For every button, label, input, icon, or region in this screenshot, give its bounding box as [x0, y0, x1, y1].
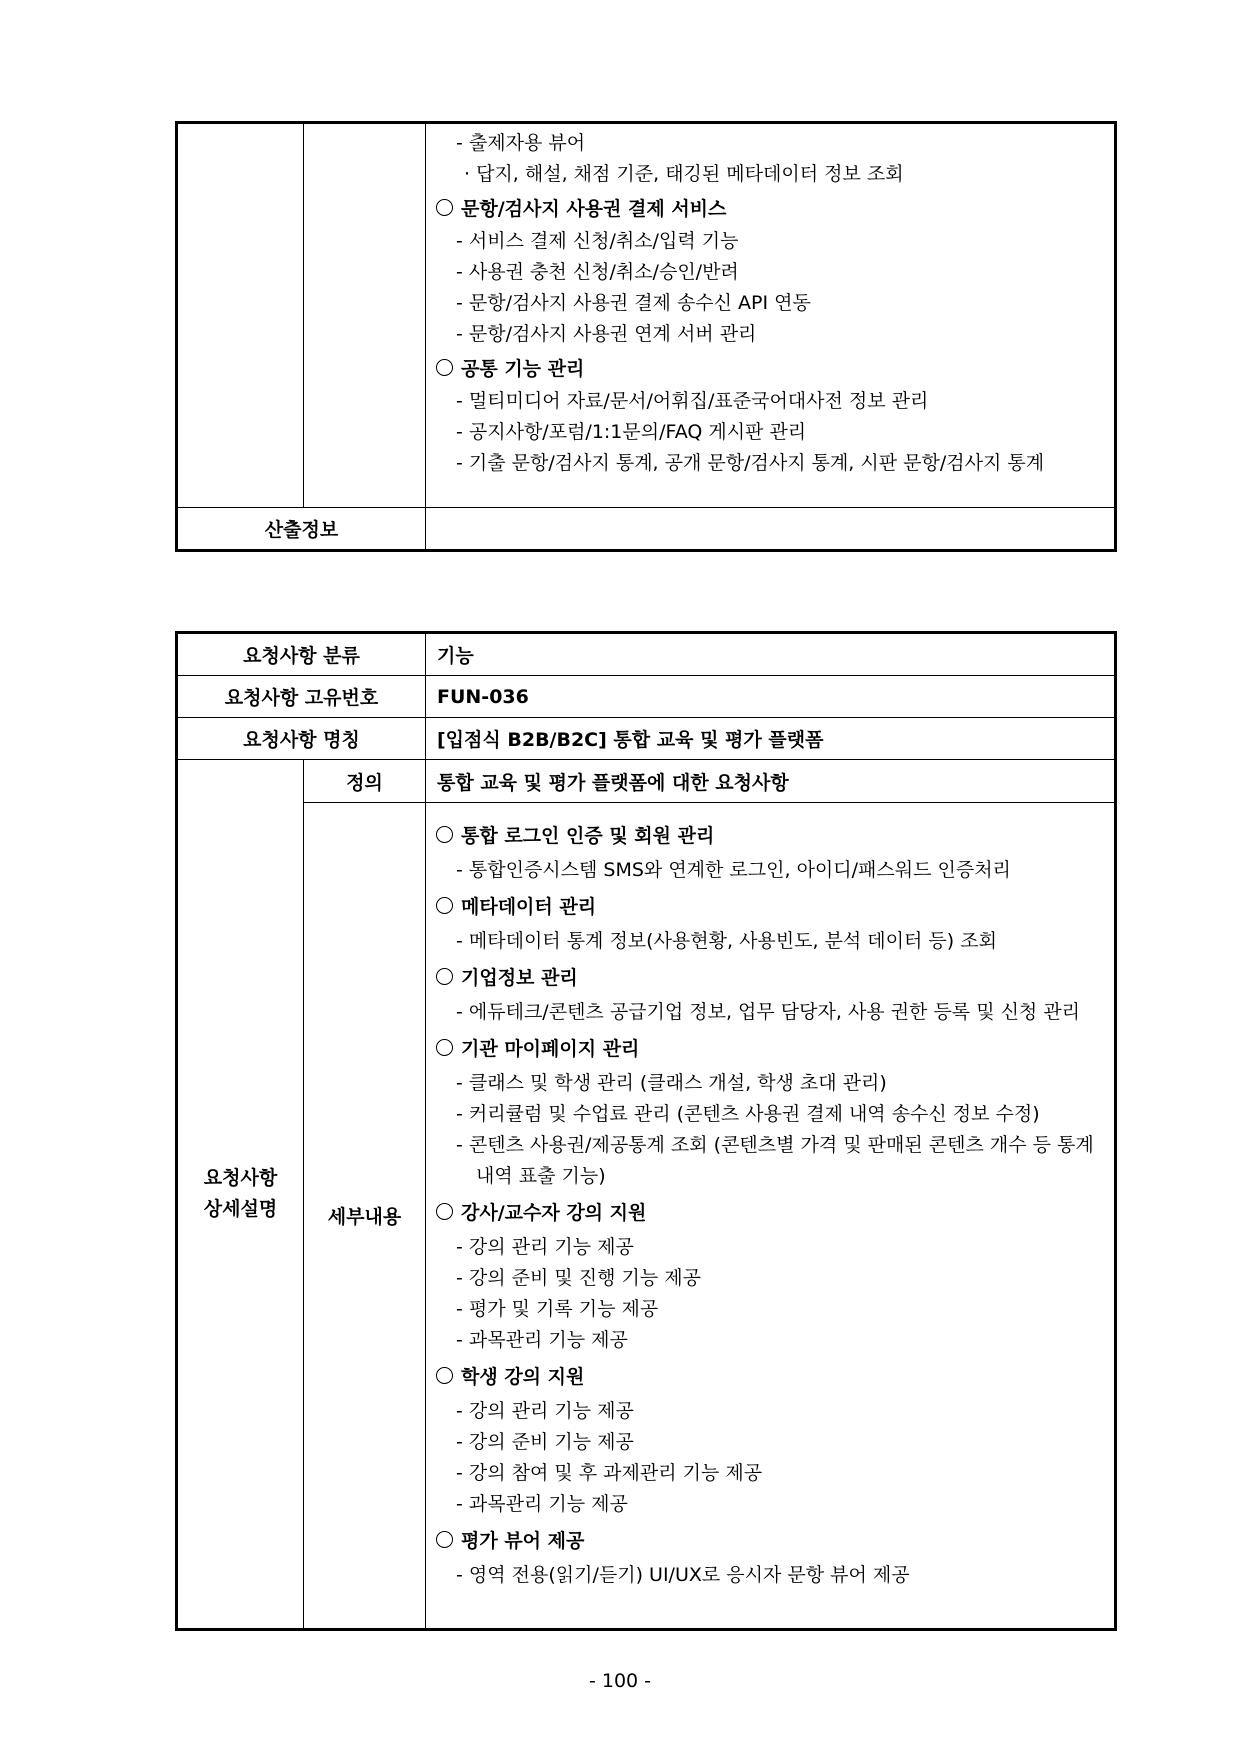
empty-cell — [304, 123, 426, 508]
id-value: FUN-036 — [426, 676, 1116, 718]
list-item: - 메타데이터 통계 정보(사용현황, 사용빈도, 분석 데이터 등) 조회 — [456, 930, 997, 952]
list-item: - 강의 준비 기능 제공 — [456, 1431, 634, 1453]
list-item: - 콘텐츠 사용권/제공통계 조회 (콘텐츠별 가격 및 판매된 콘텐츠 개수 등 통계 내역 표출 기능) — [456, 1134, 1094, 1187]
category-label: 요청사항 분류 — [177, 633, 426, 676]
definition-label: 정의 — [304, 760, 426, 803]
circle-bullet-icon — [436, 1531, 453, 1548]
list-item: - 강의 관리 기능 제공 — [456, 1236, 634, 1258]
circle-bullet-icon — [436, 1203, 453, 1220]
sub-list-item: · 답지, 해설, 채점 기준, 태깅된 메타데이터 정보 조회 — [464, 163, 904, 185]
list-item: - 공지사항/포럼/1:1문의/FAQ 게시판 관리 — [456, 421, 807, 443]
name-label: 요청사항 명칭 — [177, 718, 426, 760]
circle-bullet-icon — [436, 1367, 453, 1384]
circle-bullet-icon — [436, 359, 453, 376]
section-heading-text: 평가 뷰어 제공 — [461, 1530, 585, 1552]
list-item: - 출제자용 뷰어 — [456, 132, 586, 154]
section-heading — [436, 959, 1104, 997]
section-heading — [436, 1030, 1104, 1068]
list-item: - 서비스 결제 신청/취소/입력 기능 — [456, 230, 739, 252]
empty-cell — [177, 123, 304, 508]
requirement-table-continued — [175, 121, 1117, 552]
list-item: - 영역 전용(읽기/듣기) UI/UX로 응시자 문항 뷰어 제공 — [456, 1564, 910, 1586]
list-item: - 강의 관리 기능 제공 — [456, 1400, 634, 1422]
list-item: - 평가 및 기록 기능 제공 — [456, 1298, 659, 1320]
list-item: - 기출 문항/검사지 통계, 공개 문항/검사지 통계, 시판 문항/검사지 통계 — [456, 452, 1045, 474]
details-content-continued — [426, 123, 1116, 508]
section-heading — [436, 1194, 1104, 1232]
name-value: [입점식 B2B/B2C] 통합 교육 및 평가 플랫폼 — [426, 718, 1116, 760]
section-heading — [436, 817, 1104, 855]
details-label: 세부내용 — [304, 803, 426, 1630]
page-number: - 100 - — [588, 1670, 652, 1692]
circle-bullet-icon — [436, 968, 453, 985]
requirement-table-fun-036 — [175, 631, 1117, 1631]
section-heading — [436, 888, 1104, 926]
detail-label-line2: 상세설명 — [203, 1198, 278, 1220]
section-heading — [436, 192, 1104, 226]
definition-value: 통합 교육 및 평가 플랫폼에 대한 요청사항 — [426, 760, 1116, 803]
list-item: - 과목관리 기능 제공 — [456, 1329, 628, 1351]
list-item: - 문항/검사지 사용권 결제 송수신 API 연동 — [456, 292, 811, 314]
list-item: - 과목관리 기능 제공 — [456, 1493, 628, 1515]
details-content — [426, 803, 1116, 1630]
id-label: 요청사항 고유번호 — [177, 676, 426, 718]
circle-bullet-icon — [436, 897, 453, 914]
list-item: - 에듀테크/콘텐츠 공급기업 정보, 업무 담당자, 사용 권한 등록 및 신청 관리 — [456, 1001, 1081, 1023]
list-item: - 문항/검사지 사용권 연계 서버 관리 — [456, 323, 757, 345]
list-item: - 사용권 충천 신청/취소/승인/반려 — [456, 261, 739, 283]
circle-bullet-icon — [436, 1039, 453, 1056]
output-info-label: 산출정보 — [177, 508, 426, 551]
section-heading-text: 학생 강의 지원 — [461, 1366, 585, 1388]
output-info-value — [426, 508, 1116, 551]
section-heading — [436, 1358, 1104, 1396]
list-item: - 멀티미디어 자료/문서/어휘집/표준국어대사전 정보 관리 — [456, 390, 929, 412]
section-heading-text: 통합 로그인 인증 및 회원 관리 — [461, 825, 715, 847]
section-heading-text: 강사/교수자 강의 지원 — [461, 1202, 647, 1224]
section-heading — [436, 1522, 1104, 1560]
section-heading-text: 문항/검사지 사용권 결제 서비스 — [461, 198, 727, 220]
section-heading-text: 기업정보 관리 — [461, 967, 578, 989]
detail-description-label — [177, 760, 304, 1630]
section-heading-text: 메타데이터 관리 — [461, 896, 597, 918]
section-heading-text: 기관 마이페이지 관리 — [461, 1038, 640, 1060]
category-value: 기능 — [426, 633, 1116, 676]
list-item: - 커리큘럼 및 수업료 관리 (콘텐츠 사용권 결제 내역 송수신 정보 수정) — [456, 1103, 1040, 1125]
circle-bullet-icon — [436, 826, 453, 843]
section-heading-text: 공통 기능 관리 — [461, 358, 585, 380]
detail-label-line1: 요청사항 — [203, 1167, 278, 1189]
list-item: - 클래스 및 학생 관리 (클래스 개설, 학생 초대 관리) — [456, 1072, 887, 1094]
list-item: - 통합인증시스템 SMS와 연계한 로그인, 아이디/패스워드 인증처리 — [456, 859, 1011, 881]
circle-bullet-icon — [436, 199, 453, 216]
list-item: - 강의 참여 및 후 과제관리 기능 제공 — [456, 1462, 763, 1484]
section-heading — [436, 352, 1104, 386]
list-item: - 강의 준비 및 진행 기능 제공 — [456, 1267, 701, 1289]
